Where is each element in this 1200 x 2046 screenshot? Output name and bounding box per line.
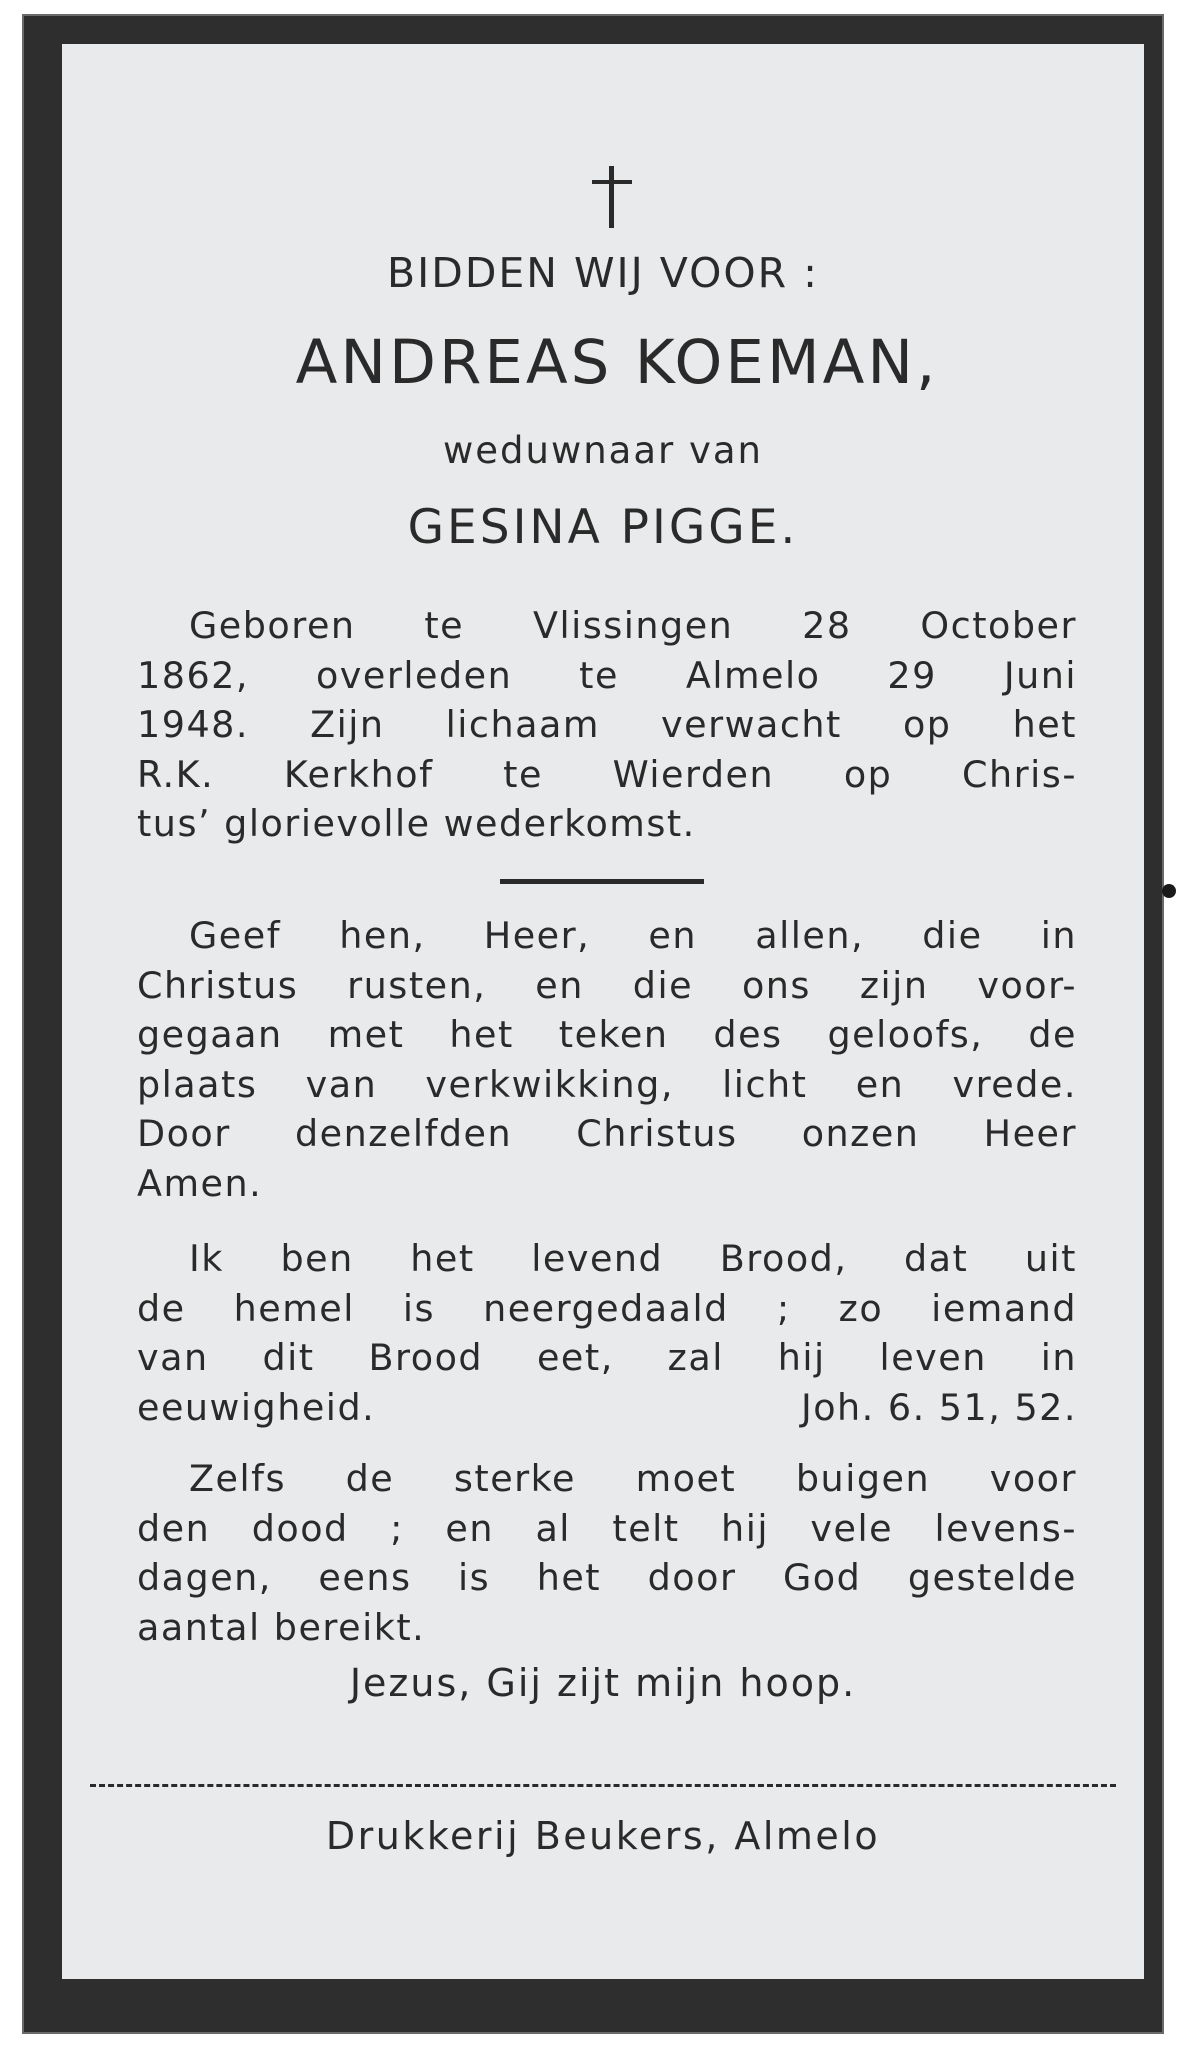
ink-spot xyxy=(1162,884,1176,898)
scripture-line: eeuwigheid. xyxy=(137,1385,376,1429)
reflection-line: aantal bereikt. xyxy=(137,1605,426,1649)
footer-divider xyxy=(90,1784,1116,1787)
prayer-line: Amen. xyxy=(137,1161,263,1205)
scripture-line: de hemel is neergedaald ; zo iemand xyxy=(137,1286,1077,1330)
scripture-last-line xyxy=(137,1383,1077,1433)
divider xyxy=(500,879,704,884)
scripture-line: van dit Brood eet, zal hij leven in xyxy=(137,1336,1077,1379)
scripture-paragraph xyxy=(137,1234,1077,1432)
spouse-name: GESINA PIGGE. xyxy=(407,500,799,555)
biography-paragraph xyxy=(137,601,1077,849)
prayer-line: plaats van verkwikking, licht en vrede. xyxy=(137,1062,1077,1106)
prayer-line: Christus rusten, en die ons zijn voor- xyxy=(137,963,1077,1007)
card-border xyxy=(22,14,1164,2034)
prayer-line: gegaan met het teken des geloofs, de xyxy=(137,1013,1077,1056)
reflection-line: den dood ; en al telt hij vele levens- xyxy=(137,1506,1077,1550)
biography-line: Geboren te Vlissingen 28 October xyxy=(189,604,1077,647)
printer-credit: Drukkerij Beukers, Almelo xyxy=(325,1814,881,1858)
scripture-line: Ik ben het levend Brood, dat uit xyxy=(189,1237,1077,1280)
scripture-reference: Joh. 6. 51, 52. xyxy=(800,1385,1077,1429)
reflection-line: Zelfs de sterke moet buigen voor xyxy=(189,1457,1077,1500)
cross-icon xyxy=(592,166,632,228)
relation-text: weduwnaar van xyxy=(442,429,763,472)
reflection-paragraph xyxy=(137,1454,1077,1652)
heading: BIDDEN WIJ VOOR : xyxy=(387,249,819,297)
biography-line: 1862, overleden te Almelo 29 Juni xyxy=(137,653,1077,697)
memorial-card xyxy=(62,44,1144,1979)
biography-line: 1948. Zijn lichaam verwacht op het xyxy=(137,703,1077,746)
prayer-paragraph xyxy=(137,911,1077,1208)
prayer-line: Door denzelfden Christus onzen Heer xyxy=(137,1112,1077,1155)
deceased-name: ANDREAS KOEMAN, xyxy=(295,327,939,398)
reflection-line: dagen, eens is het door God gestelde xyxy=(137,1556,1077,1599)
prayer-line: Geef hen, Heer, en allen, die in xyxy=(189,914,1077,957)
biography-line: tus’ glorievolle wederkomst. xyxy=(137,802,696,845)
motto: Jezus, Gij zijt mijn hoop. xyxy=(349,1661,857,1705)
biography-line: R.K. Kerkhof te Wierden op Chris- xyxy=(137,752,1077,796)
